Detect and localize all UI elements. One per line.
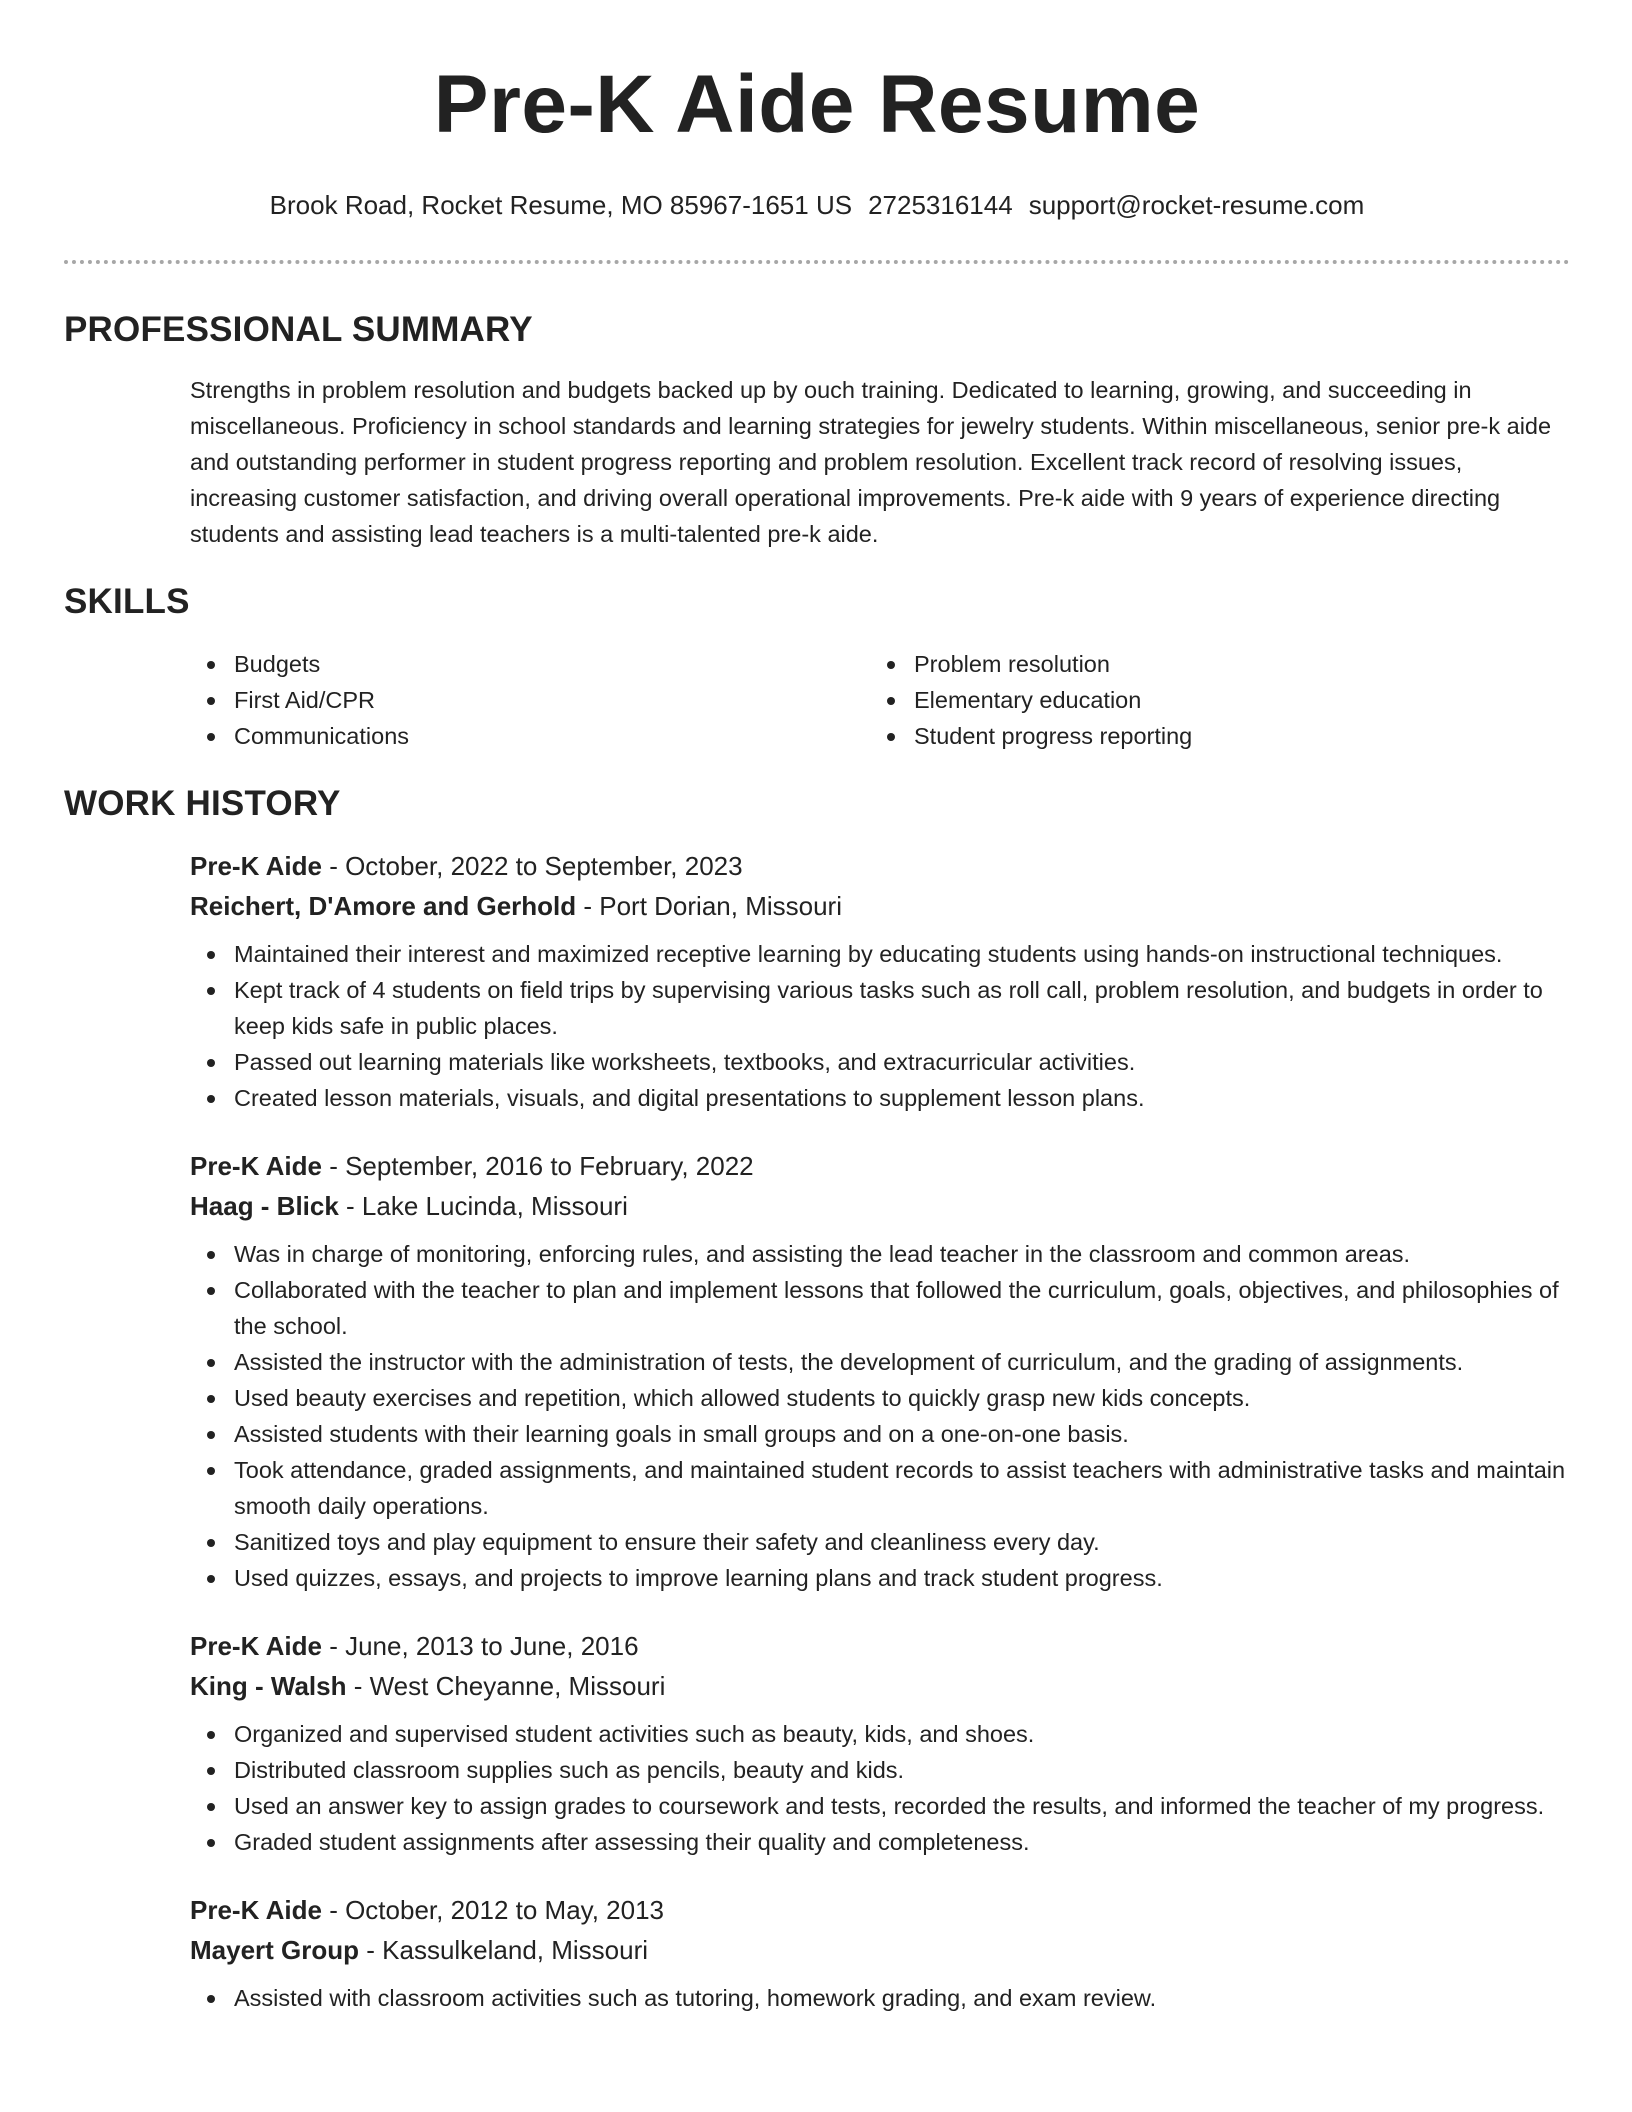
skill-text: First Aid/CPR: [234, 687, 376, 713]
bullet-icon: [207, 1995, 215, 2003]
skill-item: [190, 682, 870, 718]
job-bullet-text: Collaborated with the teacher to plan and implement lessons that followed the curriculum, goals, objectives, and philosophies of the school.: [234, 1277, 1559, 1339]
job-company: Mayert Group: [190, 1935, 360, 1965]
skills-grid: [190, 646, 1570, 754]
job-bullet: [190, 1824, 1570, 1860]
bullet-icon: [207, 1395, 215, 1403]
job-bullet: [190, 1452, 1570, 1524]
skills-heading: SKILLS: [64, 582, 190, 621]
job-entry: [190, 1146, 1570, 1596]
work-heading: WORK HISTORY: [64, 784, 341, 823]
job-bullet: [190, 1788, 1570, 1824]
job-bullet: [190, 1380, 1570, 1416]
job-bullets: [190, 1236, 1570, 1596]
skill-item: [190, 646, 870, 682]
job-company: Haag - Blick: [190, 1191, 339, 1221]
job-bullet: [190, 1416, 1570, 1452]
job-bullet-text: Assisted with classroom activities such as tutoring, homework grading, and exam review.: [234, 1985, 1157, 2011]
contact-address: Brook Road, Rocket Resume, MO 85967-1651 US: [269, 190, 853, 220]
job-bullet-text: Passed out learning materials like worksheets, textbooks, and extracurricular activities.: [234, 1049, 1136, 1075]
bullet-icon: [887, 661, 895, 669]
job-company: King - Walsh: [190, 1671, 347, 1701]
skill-item: [870, 682, 1550, 718]
job-title: Pre-K Aide: [190, 1151, 322, 1181]
bullet-icon: [207, 1431, 215, 1439]
job-entry: [190, 846, 1570, 1116]
job-title: Pre-K Aide: [190, 1895, 322, 1925]
job-bullet: [190, 1080, 1570, 1116]
bullet-icon: [207, 1059, 215, 1067]
job-bullet-text: Sanitized toys and play equipment to ensure their safety and cleanliness every day.: [234, 1529, 1100, 1555]
bullet-icon: [207, 951, 215, 959]
job-bullet-text: Assisted students with their learning goals in small groups and on a one-on-one basis.: [234, 1421, 1129, 1447]
job-bullets: [190, 936, 1570, 1116]
job-bullet: [190, 1524, 1570, 1560]
job-bullet-text: Assisted the instructor with the administration of tests, the development of curriculum, and the grading of assignments.: [234, 1349, 1464, 1375]
contact-line: [64, 190, 1570, 220]
job-title-line: [190, 1626, 1570, 1666]
job-company-line: [190, 1930, 1570, 1970]
header-divider: [64, 260, 1570, 264]
summary-text: Strengths in problem resolution and budgets backed up by ouch training. Dedicated to learning, growing, and succeeding in miscellaneous. Proficiency in school standards and learning strategies for jewelry students. Within miscellaneous, senior pre-k aide and outstanding performer in student progress reporting and problem resolution. Excellent track record of resolving issues, increasing customer satisfaction, and driving overall operational improvements. Pre-k aide with 9 years of experience directing students and assisting lead teachers is a multi-talented pre-k aide.: [190, 377, 1552, 547]
job-entry: [190, 1890, 1570, 2016]
bullet-icon: [207, 1251, 215, 1259]
bullet-icon: [207, 1359, 215, 1367]
bullet-icon: [207, 1095, 215, 1103]
contact-phone: 2725316144: [868, 190, 1013, 220]
job-bullet-text: Used an answer key to assign grades to coursework and tests, recorded the results, and informed the teacher of my progress.: [234, 1793, 1545, 1819]
job-dates: - October, 2022 to September, 2023: [321, 851, 743, 881]
job-bullet: [190, 1560, 1570, 1596]
bullet-icon: [207, 1767, 215, 1775]
job-bullet: [190, 1716, 1570, 1752]
job-location: - Lake Lucinda, Missouri: [338, 1191, 628, 1221]
bullet-icon: [207, 1539, 215, 1547]
job-bullet-text: Was in charge of monitoring, enforcing rules, and assisting the lead teacher in the classroom and common areas.: [234, 1241, 1411, 1267]
bullet-icon: [207, 697, 215, 705]
bullet-icon: [207, 661, 215, 669]
skills-column-left: [190, 646, 870, 754]
job-bullet: [190, 972, 1570, 1044]
job-title-line: [190, 846, 1570, 886]
job-bullet-text: Kept track of 4 students on field trips by supervising various tasks such as roll call, problem resolution, and budgets in order to keep kids safe in public places.: [234, 977, 1543, 1039]
skills-column-right: [870, 646, 1550, 754]
bullet-icon: [887, 697, 895, 705]
job-bullets: [190, 1716, 1570, 1860]
job-company-line: [190, 886, 1570, 926]
skill-text: Student progress reporting: [914, 723, 1193, 749]
job-bullet-text: Distributed classroom supplies such as pencils, beauty and kids.: [234, 1757, 905, 1783]
job-bullet: [190, 1272, 1570, 1344]
job-bullet: [190, 1344, 1570, 1380]
skill-text: Communications: [234, 723, 410, 749]
skill-text: Budgets: [234, 651, 321, 677]
job-title-line: [190, 1146, 1570, 1186]
job-dates: - October, 2012 to May, 2013: [321, 1895, 665, 1925]
job-bullet: [190, 1044, 1570, 1080]
bullet-icon: [207, 1731, 215, 1739]
bullet-icon: [207, 1467, 215, 1475]
bullet-icon: [207, 1803, 215, 1811]
job-bullet-text: Used quizzes, essays, and projects to improve learning plans and track student progress.: [234, 1565, 1163, 1591]
job-company-line: [190, 1186, 1570, 1226]
skill-item: [190, 718, 870, 754]
job-dates: - September, 2016 to February, 2022: [321, 1151, 754, 1181]
job-bullet-text: Graded student assignments after assessing their quality and completeness.: [234, 1829, 1030, 1855]
job-bullet-text: Organized and supervised student activities such as beauty, kids, and shoes.: [234, 1721, 1035, 1747]
resume-page: [64, 0, 1570, 2016]
bullet-icon: [207, 1575, 215, 1583]
skill-item: [870, 646, 1550, 682]
job-dates: - June, 2013 to June, 2016: [321, 1631, 639, 1661]
job-bullets: [190, 1980, 1570, 2016]
job-company: Reichert, D'Amore and Gerhold: [190, 891, 577, 921]
bullet-icon: [207, 987, 215, 995]
bullet-icon: [887, 733, 895, 741]
skill-item: [870, 718, 1550, 754]
skill-text: Elementary education: [914, 687, 1142, 713]
job-bullet: [190, 1236, 1570, 1272]
bullet-icon: [207, 1839, 215, 1847]
job-bullet: [190, 936, 1570, 972]
job-title: Pre-K Aide: [190, 1631, 322, 1661]
bullet-icon: [207, 733, 215, 741]
skill-text: Problem resolution: [914, 651, 1110, 677]
job-bullet-text: Used beauty exercises and repetition, which allowed students to quickly grasp new kids concepts.: [234, 1385, 1251, 1411]
job-bullet-text: Took attendance, graded assignments, and maintained student records to assist teachers with administrative tasks and maintain smooth daily operations.: [234, 1457, 1566, 1519]
job-bullet-text: Maintained their interest and maximized receptive learning by educating students using hands-on instructional techniques.: [234, 941, 1503, 967]
job-bullet: [190, 1980, 1570, 2016]
job-location: - West Cheyanne, Missouri: [346, 1671, 666, 1701]
job-bullet: [190, 1752, 1570, 1788]
resume-title: Pre-K Aide Resume: [433, 59, 1201, 150]
job-bullet-text: Created lesson materials, visuals, and digital presentations to supplement lesson plans.: [234, 1085, 1145, 1111]
contact-email: support@rocket-resume.com: [1028, 190, 1365, 220]
job-location: - Kassulkeland, Missouri: [359, 1935, 649, 1965]
summary-heading: PROFESSIONAL SUMMARY: [64, 310, 533, 349]
job-company-line: [190, 1666, 1570, 1706]
job-title: Pre-K Aide: [190, 851, 322, 881]
job-entry: [190, 1626, 1570, 1860]
job-location: - Port Dorian, Missouri: [576, 891, 842, 921]
job-title-line: [190, 1890, 1570, 1930]
bullet-icon: [207, 1287, 215, 1295]
